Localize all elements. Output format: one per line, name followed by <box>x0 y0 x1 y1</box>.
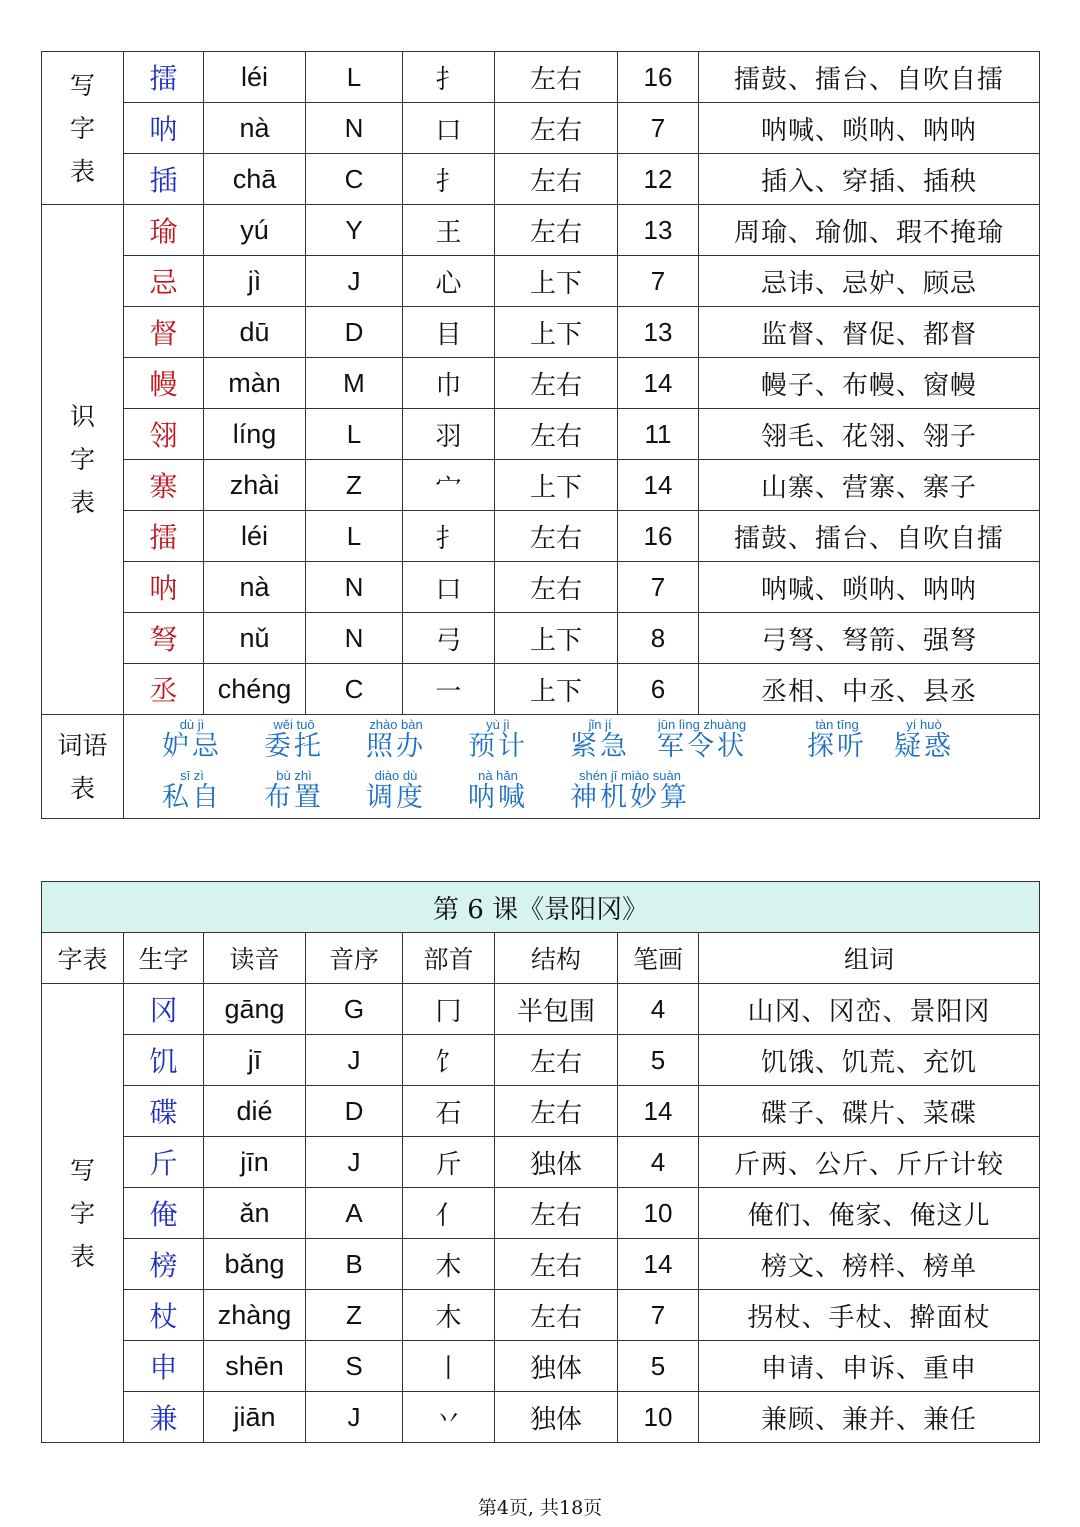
radical-cell: 石 <box>403 1086 495 1137</box>
structure-cell: 上下 <box>495 307 618 358</box>
vocab-item <box>366 768 426 813</box>
pinyin-cell: dié <box>204 1086 306 1137</box>
vocab-word: 委托 <box>264 731 324 762</box>
radical-cell: 斤 <box>403 1137 495 1188</box>
strokes-cell: 10 <box>618 1392 699 1443</box>
table-row <box>42 103 1040 154</box>
initial-cell: Z <box>306 1290 403 1341</box>
words-cell: 周瑜、瑜伽、瑕不掩瑜 <box>699 205 1040 256</box>
structure-cell: 左右 <box>495 154 618 205</box>
vocab-pinyin: jūn lìng zhuàng <box>657 717 747 732</box>
structure-cell: 上下 <box>495 256 618 307</box>
section-label-text: 表 <box>69 773 95 803</box>
table-row <box>42 984 1040 1035</box>
pinyin-cell: jīn <box>204 1137 306 1188</box>
radical-cell: 目 <box>403 307 495 358</box>
pinyin-cell: màn <box>204 358 306 409</box>
radical-cell: 巾 <box>403 358 495 409</box>
initial-cell: N <box>306 103 403 154</box>
strokes-cell: 14 <box>618 358 699 409</box>
words-cell: 插入、穿插、插秧 <box>699 154 1040 205</box>
char-cell: 斤 <box>124 1137 204 1188</box>
radical-cell: 饣 <box>403 1035 495 1086</box>
table-row <box>42 1392 1040 1443</box>
table-row <box>42 1341 1040 1392</box>
char-cell: 插 <box>124 154 204 205</box>
strokes-cell: 5 <box>618 1035 699 1086</box>
section-label-char: 识 <box>69 402 95 431</box>
pinyin-cell: chéng <box>204 664 306 715</box>
structure-cell: 左右 <box>495 511 618 562</box>
pinyin-cell: jì <box>204 256 306 307</box>
structure-cell: 左右 <box>495 1086 618 1137</box>
pinyin-cell: nǔ <box>204 613 306 664</box>
column-header: 音序 <box>306 933 403 984</box>
lesson5-char-table <box>41 51 1040 819</box>
column-header: 结构 <box>495 933 618 984</box>
table-row <box>42 52 1040 103</box>
structure-cell: 上下 <box>495 460 618 511</box>
vocab-item <box>468 768 528 813</box>
vocab-pinyin: bù zhì <box>276 768 312 783</box>
words-cell: 申请、申诉、重申 <box>699 1341 1040 1392</box>
radical-cell: 木 <box>403 1290 495 1341</box>
words-cell: 饥饿、饥荒、充饥 <box>699 1035 1040 1086</box>
pinyin-cell: gāng <box>204 984 306 1035</box>
vocab-list <box>124 715 1040 819</box>
initial-cell: J <box>306 256 403 307</box>
structure-cell: 左右 <box>495 205 618 256</box>
structure-cell: 左右 <box>495 1290 618 1341</box>
column-header: 读音 <box>204 933 306 984</box>
char-cell: 兼 <box>124 1392 204 1443</box>
vocab-word: 疑惑 <box>894 731 954 762</box>
radical-cell: 羽 <box>403 409 495 460</box>
structure-cell: 半包围 <box>495 984 618 1035</box>
section-label-char: 写 <box>69 1155 95 1185</box>
strokes-cell: 16 <box>618 52 699 103</box>
initial-cell: J <box>306 1137 403 1188</box>
structure-cell: 上下 <box>495 664 618 715</box>
initial-cell: L <box>306 409 403 460</box>
lesson6-char-table <box>41 881 1040 1443</box>
words-cell: 山冈、冈峦、景阳冈 <box>699 984 1040 1035</box>
initial-cell: D <box>306 1086 403 1137</box>
table-row <box>42 511 1040 562</box>
vocab-item <box>570 717 630 762</box>
section-label-text: 词语 <box>57 730 108 760</box>
radical-cell: 一 <box>403 664 495 715</box>
char-cell: 弩 <box>124 613 204 664</box>
initial-cell: L <box>306 511 403 562</box>
structure-cell: 独体 <box>495 1392 618 1443</box>
header-row <box>42 933 1040 984</box>
vocab-pinyin: tàn tīng <box>815 717 859 732</box>
vocab-word: 呐喊 <box>468 782 528 813</box>
strokes-cell: 7 <box>618 562 699 613</box>
section-label <box>42 52 124 205</box>
vocab-pinyin: sī zì <box>180 768 204 783</box>
char-cell: 翎 <box>124 409 204 460</box>
words-cell: 幔子、布幔、窗幔 <box>699 358 1040 409</box>
pinyin-cell: nà <box>204 103 306 154</box>
structure-cell: 左右 <box>495 409 618 460</box>
structure-cell: 左右 <box>495 1035 618 1086</box>
words-cell: 山寨、营寨、寨子 <box>699 460 1040 511</box>
strokes-cell: 14 <box>618 1239 699 1290</box>
strokes-cell: 16 <box>618 511 699 562</box>
strokes-cell: 14 <box>618 460 699 511</box>
table-row <box>42 1188 1040 1239</box>
char-cell: 饥 <box>124 1035 204 1086</box>
vocab-word: 探听 <box>807 731 867 762</box>
char-cell: 瑜 <box>124 205 204 256</box>
initial-cell: D <box>306 307 403 358</box>
words-cell: 呐喊、唢呐、呐呐 <box>699 103 1040 154</box>
structure-cell: 左右 <box>495 1188 618 1239</box>
initial-cell: Y <box>306 205 403 256</box>
initial-cell: J <box>306 1392 403 1443</box>
column-header: 部首 <box>403 933 495 984</box>
vocab-item <box>162 768 222 813</box>
table-row <box>42 562 1040 613</box>
initial-cell: B <box>306 1239 403 1290</box>
vocab-item <box>807 717 867 762</box>
words-cell: 擂鼓、擂台、自吹自擂 <box>699 511 1040 562</box>
vocab-item <box>570 768 690 813</box>
section-label-char: 字 <box>69 445 95 474</box>
column-header: 字表 <box>42 933 124 984</box>
initial-cell: J <box>306 1035 403 1086</box>
words-cell: 俺们、俺家、俺这儿 <box>699 1188 1040 1239</box>
section-label-char: 表 <box>69 156 95 186</box>
radical-cell: 宀 <box>403 460 495 511</box>
column-header: 组词 <box>699 933 1040 984</box>
structure-cell: 左右 <box>495 562 618 613</box>
char-cell: 碟 <box>124 1086 204 1137</box>
strokes-cell: 8 <box>618 613 699 664</box>
structure-cell: 左右 <box>495 52 618 103</box>
initial-cell: C <box>306 664 403 715</box>
radical-cell: 王 <box>403 205 495 256</box>
char-cell: 幔 <box>124 358 204 409</box>
strokes-cell: 7 <box>618 103 699 154</box>
initial-cell: S <box>306 1341 403 1392</box>
radical-cell: 扌 <box>403 52 495 103</box>
vocab-pinyin: jǐn jí <box>588 717 612 732</box>
pinyin-cell: chā <box>204 154 306 205</box>
radical-cell: 扌 <box>403 154 495 205</box>
initial-cell: M <box>306 358 403 409</box>
section-label <box>42 205 124 715</box>
column-header: 笔画 <box>618 933 699 984</box>
vocab-word: 紧急 <box>570 731 630 762</box>
initial-cell: G <box>306 984 403 1035</box>
vocab-pinyin: yù jì <box>486 717 510 732</box>
table-row <box>42 664 1040 715</box>
table-row <box>42 1035 1040 1086</box>
page-footer: 第4页, 共18页 <box>477 1497 603 1519</box>
vocab-word: 妒忌 <box>162 731 222 762</box>
vocab-word: 照办 <box>366 731 426 762</box>
structure-cell: 独体 <box>495 1341 618 1392</box>
words-cell: 呐喊、唢呐、呐呐 <box>699 562 1040 613</box>
pinyin-cell: léi <box>204 511 306 562</box>
pinyin-cell: líng <box>204 409 306 460</box>
strokes-cell: 13 <box>618 205 699 256</box>
initial-cell: N <box>306 562 403 613</box>
pinyin-cell: ǎn <box>204 1188 306 1239</box>
vocab-item <box>162 717 222 762</box>
initial-cell: Z <box>306 460 403 511</box>
structure-cell: 左右 <box>495 1239 618 1290</box>
char-cell: 俺 <box>124 1188 204 1239</box>
table-row <box>42 154 1040 205</box>
vocab-item <box>264 768 324 813</box>
structure-cell: 上下 <box>495 613 618 664</box>
table-row <box>42 1239 1040 1290</box>
words-cell: 擂鼓、擂台、自吹自擂 <box>699 52 1040 103</box>
section-label <box>42 715 124 819</box>
char-cell: 杖 <box>124 1290 204 1341</box>
lesson-title: 第 6 课《景阳冈》 <box>42 882 1040 933</box>
words-cell: 碟子、碟片、菜碟 <box>699 1086 1040 1137</box>
section-label-char: 字 <box>69 113 95 143</box>
section-label-char: 表 <box>69 488 95 517</box>
words-cell: 弓弩、弩箭、强弩 <box>699 613 1040 664</box>
initial-cell: L <box>306 52 403 103</box>
radical-cell: 冂 <box>403 984 495 1035</box>
strokes-cell: 7 <box>618 1290 699 1341</box>
section-label-char: 表 <box>69 1241 95 1271</box>
vocab-word: 军令状 <box>657 731 747 762</box>
table-row <box>42 256 1040 307</box>
vocab-pinyin: diào dù <box>374 768 418 783</box>
vocab-item <box>894 717 954 762</box>
table-row <box>42 460 1040 511</box>
pinyin-cell: bǎng <box>204 1239 306 1290</box>
strokes-cell: 6 <box>618 664 699 715</box>
pinyin-cell: zhàng <box>204 1290 306 1341</box>
radical-cell: 木 <box>403 1239 495 1290</box>
structure-cell: 左右 <box>495 358 618 409</box>
radical-cell: 口 <box>403 562 495 613</box>
column-header: 生字 <box>124 933 204 984</box>
char-cell: 冈 <box>124 984 204 1035</box>
strokes-cell: 12 <box>618 154 699 205</box>
table-row <box>42 1086 1040 1137</box>
char-cell: 丞 <box>124 664 204 715</box>
vocab-pinyin: dù jì <box>179 717 205 732</box>
strokes-cell: 11 <box>618 409 699 460</box>
char-cell: 呐 <box>124 103 204 154</box>
strokes-cell: 10 <box>618 1188 699 1239</box>
vocab-word: 布置 <box>264 782 324 813</box>
char-cell: 榜 <box>124 1239 204 1290</box>
vocab-row <box>42 715 1040 819</box>
pinyin-cell: dū <box>204 307 306 358</box>
table-row <box>42 409 1040 460</box>
vocab-item <box>468 717 528 762</box>
radical-cell: 心 <box>403 256 495 307</box>
table-row <box>42 205 1040 256</box>
initial-cell: N <box>306 613 403 664</box>
table-row <box>42 358 1040 409</box>
vocab-word: 私自 <box>162 782 222 813</box>
radical-cell: 扌 <box>403 511 495 562</box>
table-row <box>42 307 1040 358</box>
vocab-pinyin: shén jī miào suàn <box>579 768 681 783</box>
table-row <box>42 1290 1040 1341</box>
strokes-cell: 5 <box>618 1341 699 1392</box>
pinyin-cell: shēn <box>204 1341 306 1392</box>
initial-cell: C <box>306 154 403 205</box>
vocab-word: 调度 <box>366 782 426 813</box>
vocab-pinyin: nà hǎn <box>478 768 518 783</box>
strokes-cell: 7 <box>618 256 699 307</box>
strokes-cell: 14 <box>618 1086 699 1137</box>
char-cell: 呐 <box>124 562 204 613</box>
vocab-pinyin: yí huò <box>906 717 942 732</box>
radical-cell: 亻 <box>403 1188 495 1239</box>
structure-cell: 独体 <box>495 1137 618 1188</box>
vocab-word: 神机妙算 <box>570 782 690 813</box>
section-label-char: 字 <box>69 1198 95 1228</box>
pinyin-cell: jī <box>204 1035 306 1086</box>
words-cell: 忌讳、忌妒、顾忌 <box>699 256 1040 307</box>
section-label <box>42 984 124 1443</box>
vocab-item <box>657 717 747 762</box>
words-cell: 监督、督促、都督 <box>699 307 1040 358</box>
pinyin-cell: jiān <box>204 1392 306 1443</box>
char-cell: 擂 <box>124 52 204 103</box>
vocab-item <box>366 717 426 762</box>
initial-cell: A <box>306 1188 403 1239</box>
words-cell: 兼顾、兼并、兼任 <box>699 1392 1040 1443</box>
table-row <box>42 1137 1040 1188</box>
pinyin-cell: yú <box>204 205 306 256</box>
char-cell: 忌 <box>124 256 204 307</box>
vocab-word: 预计 <box>468 731 528 762</box>
words-cell: 拐杖、手杖、擀面杖 <box>699 1290 1040 1341</box>
structure-cell: 左右 <box>495 103 618 154</box>
char-cell: 申 <box>124 1341 204 1392</box>
vocab-item <box>264 717 324 762</box>
radical-cell: 弓 <box>403 613 495 664</box>
strokes-cell: 4 <box>618 1137 699 1188</box>
lesson-title-row <box>42 882 1040 933</box>
words-cell: 斤两、公斤、斤斤计较 <box>699 1137 1040 1188</box>
strokes-cell: 4 <box>618 984 699 1035</box>
strokes-cell: 13 <box>618 307 699 358</box>
table-row <box>42 613 1040 664</box>
pinyin-cell: léi <box>204 52 306 103</box>
char-cell: 寨 <box>124 460 204 511</box>
radical-cell: 丷 <box>403 1392 495 1443</box>
char-cell: 擂 <box>124 511 204 562</box>
vocab-pinyin: wěi tuō <box>273 717 315 732</box>
words-cell: 翎毛、花翎、翎子 <box>699 409 1040 460</box>
radical-cell: 丨 <box>403 1341 495 1392</box>
words-cell: 丞相、中丞、县丞 <box>699 664 1040 715</box>
char-cell: 督 <box>124 307 204 358</box>
vocab-pinyin: zhào bàn <box>369 717 423 732</box>
pinyin-cell: nà <box>204 562 306 613</box>
section-label-char: 写 <box>69 70 95 100</box>
pinyin-cell: zhài <box>204 460 306 511</box>
radical-cell: 口 <box>403 103 495 154</box>
words-cell: 榜文、榜样、榜单 <box>699 1239 1040 1290</box>
